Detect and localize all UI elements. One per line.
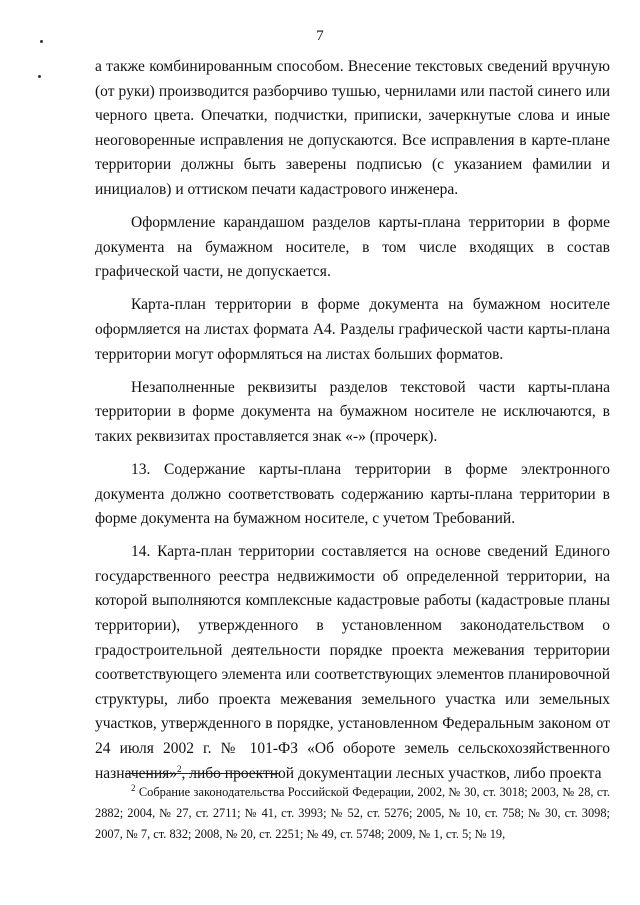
footnote-reference: 2 [177,763,182,774]
paragraph: Карта-план территории в форме документа на бумажном носителе оформляется на листах формата А4. Разделы графической части карты-плана территории могут оформляться на листах больших форматов. [95,296,610,363]
scan-speck [38,75,41,78]
paragraph-14-continuation: , либо проектной документации лесных участков, либо проекта [181,764,602,782]
footnote-number: 2 [131,782,136,793]
paragraph: Незаполненные реквизиты разделов текстовой части карты-плана территории в форме документа на бумажном носителе не исключаются, в таких реквизитах проставляется знак «-» (прочерк). [95,378,610,445]
footnote-separator [125,773,280,774]
paragraph-14-text: 14. Карта-план территории составляется на основе сведений Единого государственного реестра недвижимости об определенной территории, на которой выполняются комплексные кадастровые работы (кадастровые планы территории), утвержденного в установленном законодательством о градостроительной деятельности порядке проекта межевания территории соответствующего элемента или соответствующих элементов планировочной структуры, либо проекта межевания земельного участка или земельных участков, утвержденного в порядке, установленном Федеральным законом от 24 июля 2002 г. № 101-ФЗ «Об обороте земель сельскохозяйственного назначения» [95,543,610,782]
paragraph: Оформление карандашом разделов карты-плана территории в форме документа на бумажном носителе, в том числе входящих в состав графической части, не допускается. [95,214,610,281]
paragraph: а также комбинированным способом. Внесение текстовых сведений вручную (от руки) производится разборчиво тушью, чернилами или пастой синего или черного цвета. Опечатки, подчистки, приписки, зачеркнутые слова и иные неоговоренные исправления не допускаются. Все исправления в карте-плане территории должны быть заверены подписью (с указанием фамилии и инициалов) и оттиском печати кадастрового инженера. [95,58,610,198]
page-number: 7 [316,28,324,44]
paragraph-14 [95,540,610,786]
footnote [95,782,610,845]
paragraph: 13. Содержание карты-плана территории в форме электронного документа должно соответствовать содержанию карты-плана территории в форме документа на бумажном носителе, с учетом Требований. [95,460,610,528]
body-text [95,55,610,795]
footnote-text: Собрание законодательства Российской Федерации, 2002, № 30, ст. 3018; 2003, № 28, ст. 2882; 2004, № 27, ст. 2711; № 41, ст. 3993; № 52, ст. 5276; 2005, № 10, ст. 758; № 30, ст. 3098; 2007, № 7, ст. 832; 2008, № 20, ст. 2251; № 49, ст. 5748; 2009, № 1, ст. 5; № 19, [95,785,610,841]
